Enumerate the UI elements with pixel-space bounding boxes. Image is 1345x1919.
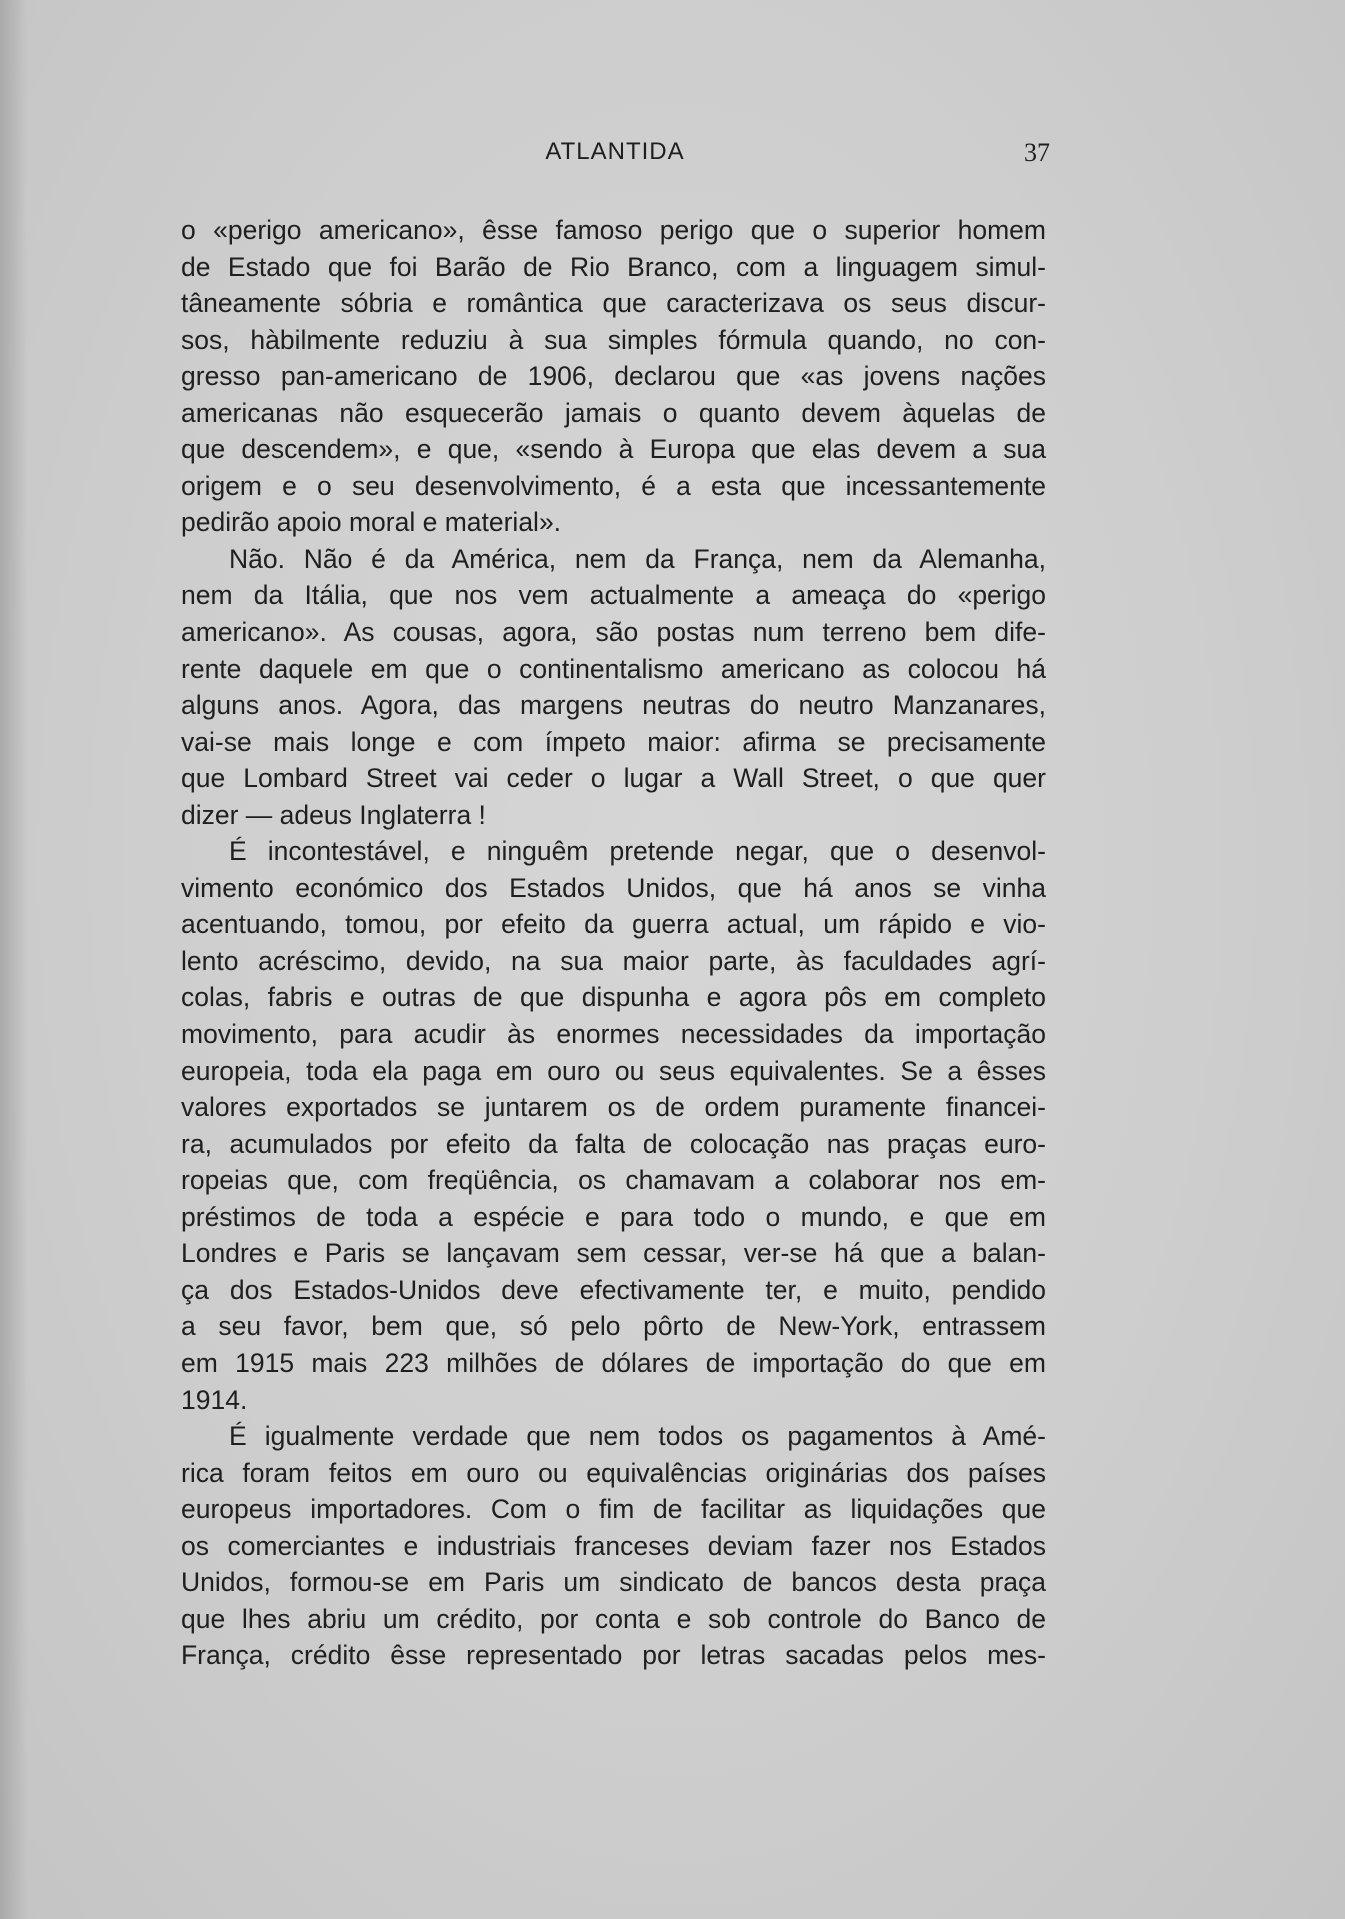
paragraph-2 (181, 541, 1046, 833)
text-line: lento acréscimo, devido, na sua maior parte, às faculdades agrí- (181, 945, 1046, 976)
body-text (181, 212, 1046, 1674)
text-line: alguns anos. Agora, das margens neutras do neutro Manzanares, (181, 690, 1046, 721)
text-line: vai-se mais longe e com ímpeto maior: afirma se precisamente (181, 726, 1046, 757)
text-line: dizer — adeus Inglaterra ! (181, 799, 486, 830)
paragraph-3 (181, 833, 1046, 1418)
text-line: pedirão apoio moral e material». (181, 507, 562, 538)
text-line: o «perigo americano», êsse famoso perigo que o superior homem (181, 215, 1046, 245)
text-line: ra, acumulados por efeito da falta de colocação nas praças euro- (181, 1128, 1046, 1159)
text-line: França, crédito êsse representado por letras sacadas pelos mes- (181, 1640, 1046, 1671)
page-spine-shadow (0, 0, 28, 1919)
text-line: origem e o seu desenvolvimento, é a esta que incessantemente (181, 470, 1046, 501)
text-line: europeus importadores. Com o fim de facilitar as liquidações que (181, 1494, 1046, 1525)
paragraph-1 (181, 212, 1046, 541)
text-line: Londres e Paris se lançavam sem cessar, ver-se há que a balan- (181, 1238, 1046, 1269)
text-line: rica foram feitos em ouro ou equivalências originárias dos países (181, 1457, 1046, 1488)
text-line: gresso pan-americano de 1906, declarou que «as jovens nações (181, 361, 1046, 392)
text-line: nem da Itália, que nos vem actualmente a ameaça do «perigo (181, 580, 1046, 611)
running-title: ATLANTIDA (545, 138, 685, 165)
text-line: em 1915 mais 223 milhões de dólares de importação do que em (181, 1347, 1046, 1378)
text-line: colas, fabris e outras de que dispunha e agora pôs em completo (181, 982, 1046, 1013)
text-line: Unidos, formou-se em Paris um sindicato de bancos desta praça (181, 1567, 1046, 1598)
text-line: de Estado que foi Barão de Rio Branco, com a linguagem simul- (181, 251, 1046, 282)
text-line: rente daquele em que o continentalismo americano as colocou há (181, 653, 1046, 684)
text-line: que Lombard Street vai ceder o lugar a Wall Street, o que quer (181, 763, 1046, 794)
paragraph-4 (181, 1418, 1046, 1674)
text-line: americano». As cousas, agora, são postas num terreno bem dife- (181, 617, 1046, 648)
text-line: que lhes abriu um crédito, por conta e sob controle do Banco de (181, 1603, 1046, 1634)
text-line: que descendem», e que, «sendo à Europa que elas devem a sua (181, 434, 1046, 465)
text-line: a seu favor, bem que, só pelo pôrto de New-York, entrassem (181, 1311, 1046, 1342)
text-line: Não. Não é da América, nem da França, nem da Alemanha, (229, 543, 1046, 574)
text-line: É incontestável, e ninguêm pretende negar, que o desenvol- (229, 836, 1046, 867)
text-line: ça dos Estados-Unidos deve efectivamente ter, e muito, pendido (181, 1274, 1046, 1305)
text-line: europeia, toda ela paga em ouro ou seus equivalentes. Se a êsses (181, 1055, 1046, 1086)
page-number: 37 (1024, 138, 1050, 167)
text-line: É igualmente verdade que nem todos os pagamentos à Amé- (229, 1421, 1046, 1452)
text-line: os comerciantes e industriais franceses deviam fazer nos Estados (181, 1530, 1046, 1561)
text-line: sos, hàbilmente reduziu à sua simples fórmula quando, no con- (181, 324, 1046, 355)
text-line: préstimos de toda a espécie e para todo o mundo, e que em (181, 1201, 1046, 1232)
text-line: valores exportados se juntarem os de ordem puramente financei- (181, 1092, 1046, 1123)
text-line: 1914. (181, 1384, 248, 1415)
running-head (180, 138, 1050, 178)
text-line: tâneamente sóbria e romântica que caracterizava os seus discur- (181, 288, 1046, 319)
text-line: ropeias que, com freqüência, os chamavam a colaborar nos em- (181, 1165, 1046, 1196)
text-line: vimento económico dos Estados Unidos, que há anos se vinha (181, 872, 1046, 903)
text-line: movimento, para acudir às enormes necessidades da importação (181, 1019, 1046, 1050)
text-line: americanas não esquecerão jamais o quanto devem àquelas de (181, 397, 1046, 428)
text-line: acentuando, tomou, por efeito da guerra actual, um rápido e vio- (181, 909, 1046, 940)
